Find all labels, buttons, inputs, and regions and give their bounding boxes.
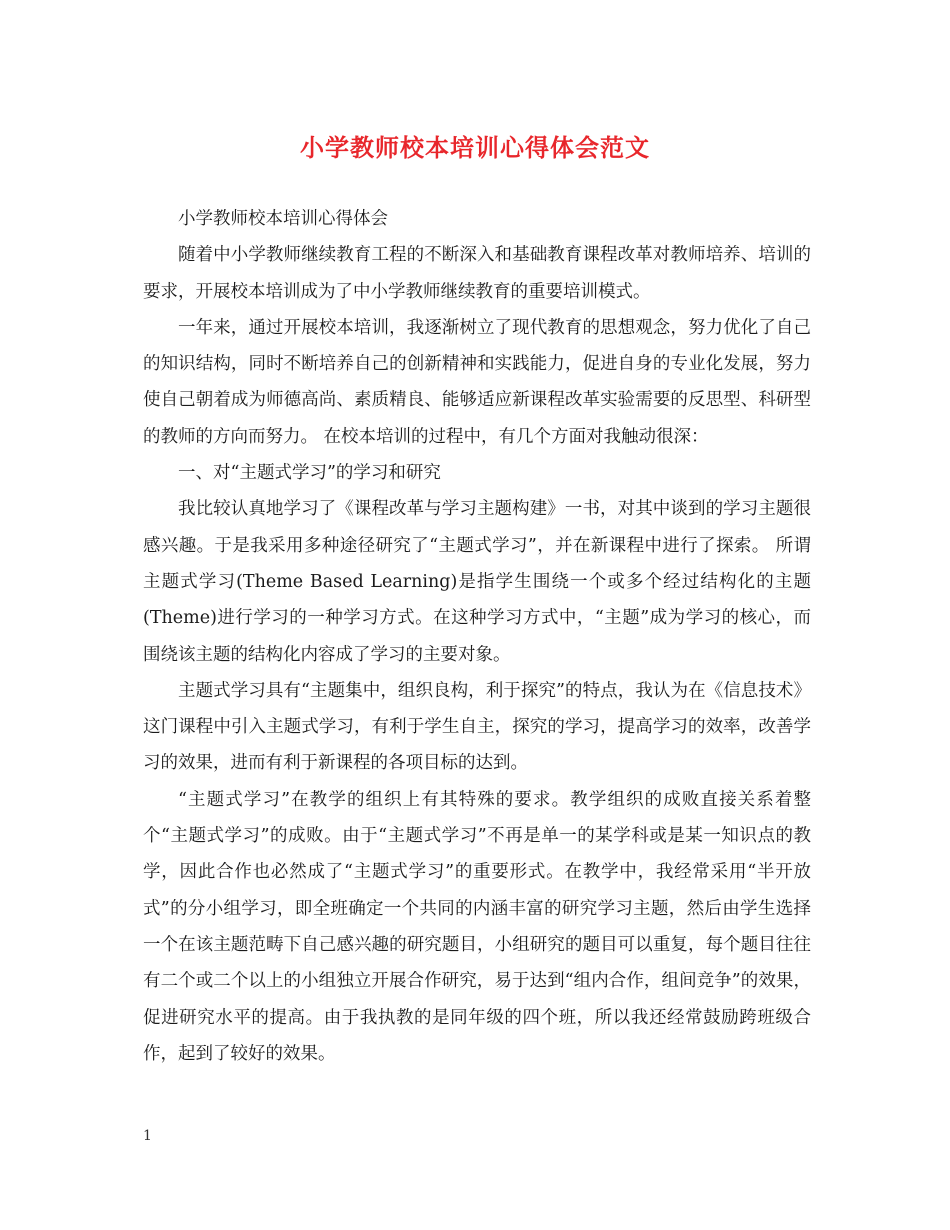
- paragraph-theme-features: 主题式学习具有“主题集中，组织良构，利于探究”的特点，我认为在《信息技术》这门课程中引入主题式学习，有利于学生自主，探究的学习，提高学习的效率，改善学习的效果，进而有利于新课程的各项目标的达到。: [143, 680, 811, 774]
- page-number: 1: [143, 1128, 152, 1144]
- paragraph-intro: 随着中小学教师继续教育工程的不断深入和基础教育课程改革对教师培养、培训的要求，开展校本培训成为了中小学教师继续教育的重要培训模式。: [143, 245, 811, 302]
- section-heading-1: 一、对“主题式学习”的学习和研究: [178, 463, 441, 484]
- paragraph-organization: “主题式学习”在教学的组织上有其特殊的要求。教学组织的成败直接关系着整个“主题式学习”的成败。由于“主题式学习”不再是单一的某学科或是某一知识点的教学，因此合作也必然成了“主题式学习”的重要形式。在教学中，我经常采用“半开放式”的分小组学习，即全班确定一个共同的内涵丰富的研究学习主题，然后由学生选择一个在该主题范畴下自己感兴趣的研究题目，小组研究的题目可以重复，每个题目往往有二个或二个以上的小组独立开展合作研究，易于达到“组内合作，组间竞争”的效果，促进研究水平的提高。由于我执教的是同年级的四个班，所以我还经常鼓励跨班级合作，起到了较好的效果。: [143, 789, 811, 1064]
- paragraph-subtitle: 小学教师校本培训心得体会: [178, 209, 388, 229]
- paragraph-reflection: 一年来，通过开展校本培训，我逐渐树立了现代教育的思想观念，努力优化了自己的知识结构，同时不断培养自己的创新精神和实践能力，促进自身的专业化发展，努力使自己朝着成为师德高尚、素质精良、能够适应新课程改革实验需要的反思型、科研型的教师的方向而努力。 在校本培训的过程中，有几个方面对我触动很深：: [143, 317, 811, 447]
- paragraph-theme-learning: 我比较认真地学习了《课程改革与学习主题构建》一书，对其中谈到的学习主题很感兴趣。于是我采用多种途径研究了“主题式学习”，并在新课程中进行了探索。 所谓主题式学习(Theme Based Learning)是指学生围绕一个或多个经过结构化的主题(Theme)进行学习的一种学习方式。在这种学习方式中，“主题”成为学习的核心，而围绕该主题的结构化内容成了学习的主要对象。: [143, 499, 811, 665]
- document-body: [143, 201, 811, 1072]
- document-title: 小学教师校本培训心得体会范文: [300, 133, 650, 162]
